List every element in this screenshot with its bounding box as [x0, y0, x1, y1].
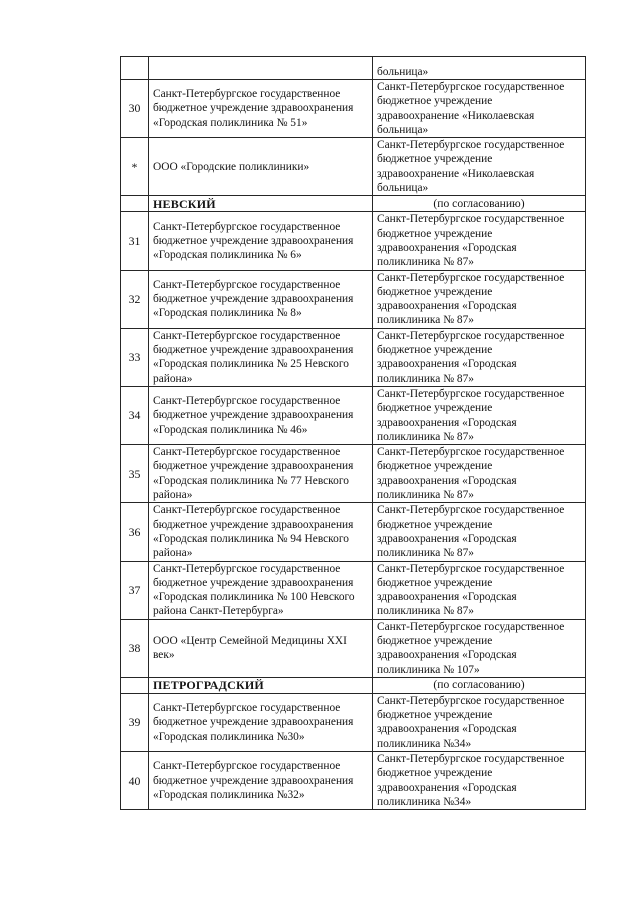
table-row	[121, 138, 586, 196]
hospital-line: бюджетное учреждение	[377, 153, 493, 166]
organization-line: «Городская поликлиника № 94 Невского	[153, 532, 349, 545]
hospital-line: бюджетное учреждение	[377, 402, 493, 415]
row-number: 34	[121, 386, 149, 444]
hospital-cell	[373, 752, 586, 810]
hospital-line: поликлиника № 87»	[377, 489, 474, 502]
organization-line: бюджетное учреждение здравоохранения	[153, 716, 354, 729]
row-number-cell	[121, 57, 149, 80]
row-number: 33	[121, 328, 149, 386]
row-number-cell	[121, 677, 149, 693]
hospital-cell	[373, 503, 586, 561]
row-number: 38	[121, 619, 149, 677]
organization-cell	[149, 270, 373, 328]
hospital-line: больница»	[377, 65, 429, 78]
hospital-line: поликлиника № 87»	[377, 372, 474, 385]
table-row	[121, 752, 586, 810]
table-row	[121, 328, 586, 386]
organization-line: района»	[153, 489, 193, 502]
organization-line: Санкт-Петербургское государственное	[153, 702, 341, 715]
hospital-cell	[373, 212, 586, 270]
organization-line: «Городская поликлиника № 100 Невского	[153, 591, 355, 604]
organization-cell	[149, 212, 373, 270]
hospital-line: поликлиника №34»	[377, 737, 472, 750]
row-number: *	[121, 138, 149, 196]
row-number: 37	[121, 561, 149, 619]
organization-line: «Городская поликлиника № 77 Невского	[153, 474, 349, 487]
hospital-line: поликлиника № 107»	[377, 663, 480, 676]
hospital-line: бюджетное учреждение	[377, 518, 493, 531]
hospital-line: Санкт-Петербургское государственное	[377, 694, 565, 707]
table-row	[121, 445, 586, 503]
hospital-cell	[373, 693, 586, 751]
table-row	[121, 693, 586, 751]
organization-line: Санкт-Петербургское государственное	[153, 446, 341, 459]
hospital-line: здравоохранение «Николаевская	[377, 109, 535, 122]
table-row	[121, 561, 586, 619]
table-row	[121, 212, 586, 270]
hospital-line: поликлиника № 87»	[377, 430, 474, 443]
organization-line: бюджетное учреждение здравоохранения	[153, 409, 354, 422]
hospital-line: Санкт-Петербургское государственное	[377, 387, 565, 400]
organization-line: Санкт-Петербургское государственное	[153, 504, 341, 517]
hospital-line: здравоохранения «Городская	[377, 241, 517, 254]
row-number: 36	[121, 503, 149, 561]
hospital-line: бюджетное учреждение	[377, 344, 493, 357]
organization-line: век»	[153, 649, 175, 662]
organization-line: Санкт-Петербургское государственное	[153, 562, 341, 575]
organization-cell	[149, 619, 373, 677]
organization-line: бюджетное учреждение здравоохранения	[153, 576, 354, 589]
organization-cell	[149, 80, 373, 138]
hospital-line: больница»	[377, 123, 429, 136]
organization-line: бюджетное учреждение здравоохранения	[153, 344, 354, 357]
organization-cell	[149, 752, 373, 810]
table-row	[121, 80, 586, 138]
organization-line: бюджетное учреждение здравоохранения	[153, 293, 354, 305]
row-number: 30	[121, 80, 149, 138]
hospital-cell	[373, 619, 586, 677]
hospital-line: бюджетное учреждение	[377, 227, 493, 240]
hospital-line: Санкт-Петербургское государственное	[377, 81, 565, 93]
hospital-line: здравоохранения «Городская	[377, 649, 517, 662]
hospital-line: бюджетное учреждение	[377, 709, 493, 722]
organization-cell	[149, 561, 373, 619]
organization-line: Санкт-Петербургское государственное	[153, 88, 341, 101]
hospital-line: Санкт-Петербургское государственное	[377, 753, 565, 766]
hospital-line: здравоохранения «Городская	[377, 358, 517, 371]
organization-line: ООО «Центр Семейной Медицины XXI	[153, 634, 347, 647]
row-number: 31	[121, 212, 149, 270]
district-note: (по согласованию)	[373, 677, 586, 693]
hospital-cell	[373, 270, 586, 328]
organization-line: бюджетное учреждение здравоохранения	[153, 774, 354, 787]
hospital-line: поликлиника № 87»	[377, 256, 474, 269]
hospital-line: бюджетное учреждение	[377, 460, 493, 473]
organization-line: «Городская поликлиника № 46»	[153, 423, 308, 436]
hospital-line: Санкт-Петербургское государственное	[377, 446, 565, 459]
organization-line: «Городская поликлиника № 25 Невского	[153, 358, 349, 371]
row-number: 32	[121, 270, 149, 328]
district-name: ПЕТРОГРАДСКИЙ	[149, 677, 373, 693]
hospital-line: поликлиника № 87»	[377, 314, 474, 327]
organization-line: «Городская поликлиника №32»	[153, 788, 305, 801]
hospital-cell	[373, 80, 586, 138]
organization-line: бюджетное учреждение здравоохранения	[153, 234, 354, 247]
table-row	[121, 270, 586, 328]
organization-cell	[149, 503, 373, 561]
hospital-line: Санкт-Петербургское государственное	[377, 562, 565, 575]
hospital-line: Санкт-Петербургское государственное	[377, 139, 565, 152]
organization-line: «Городская поликлиника № 51»	[153, 116, 308, 129]
hospital-line: здравоохранения «Городская	[377, 591, 517, 604]
hospital-line: поликлиника № 87»	[377, 547, 474, 560]
organization-cell	[149, 693, 373, 751]
hospital-line: бюджетное учреждение	[377, 285, 493, 298]
organization-line: Санкт-Петербургское государственное	[153, 395, 341, 408]
organization-line: Санкт-Петербургское государственное	[153, 278, 341, 291]
organization-cell	[149, 445, 373, 503]
organization-line: бюджетное учреждение здравоохранения	[153, 518, 354, 531]
organization-cell	[149, 138, 373, 196]
row-number: 39	[121, 693, 149, 751]
organization-line: «Городская поликлиника № 8»	[153, 307, 302, 320]
organization-line: «Городская поликлиника № 6»	[153, 249, 302, 262]
hospital-line: здравоохранения «Городская	[377, 723, 517, 736]
hospital-line: здравоохранения «Городская	[377, 416, 517, 429]
table-row	[121, 619, 586, 677]
hospital-line: бюджетное учреждение	[377, 767, 493, 780]
polyclinic-assignment-table	[120, 56, 586, 810]
hospital-line: здравоохранения «Городская	[377, 532, 517, 545]
hospital-line: Санкт-Петербургское государственное	[377, 271, 565, 284]
row-number: 40	[121, 752, 149, 810]
hospital-line: здравоохранения «Городская	[377, 474, 517, 487]
hospital-line: Санкт-Петербургское государственное	[377, 620, 565, 633]
hospital-cell	[373, 138, 586, 196]
hospital-line: бюджетное учреждение	[377, 95, 493, 108]
row-number: 35	[121, 445, 149, 503]
organization-line: бюджетное учреждение здравоохранения	[153, 460, 354, 473]
organization-line: района»	[153, 372, 193, 385]
hospital-line: поликлиника № 87»	[377, 605, 474, 618]
hospital-line: здравоохранение «Николаевская	[377, 167, 535, 180]
table-row	[121, 503, 586, 561]
table-row	[121, 386, 586, 444]
organization-line: района Санкт-Петербурга»	[153, 605, 284, 618]
hospital-line: здравоохранения «Городская	[377, 781, 517, 794]
district-note: (по согласованию)	[373, 196, 586, 212]
hospital-cell	[373, 328, 586, 386]
hospital-line: Санкт-Петербургское государственное	[377, 213, 565, 226]
organization-cell	[149, 386, 373, 444]
section-header-row	[121, 196, 586, 212]
organization-line: Санкт-Петербургское государственное	[153, 220, 341, 233]
organization-line: «Городская поликлиника №30»	[153, 730, 305, 743]
organization-cell	[149, 328, 373, 386]
organization-line: района»	[153, 547, 193, 560]
hospital-cell	[373, 561, 586, 619]
hospital-line: Санкт-Петербургское государственное	[377, 504, 565, 517]
table-row	[121, 57, 586, 80]
hospital-line: поликлиника №34»	[377, 795, 472, 808]
organization-line: ООО «Городские поликлиники»	[153, 160, 310, 173]
hospital-cell	[373, 57, 586, 80]
section-header-row	[121, 677, 586, 693]
hospital-line: больница»	[377, 182, 429, 195]
organization-line: бюджетное учреждение здравоохранения	[153, 102, 354, 115]
hospital-cell	[373, 386, 586, 444]
organization-line: Санкт-Петербургское государственное	[153, 329, 341, 342]
district-name: НЕВСКИЙ	[149, 196, 373, 212]
organization-line: Санкт-Петербургское государственное	[153, 760, 341, 773]
hospital-line: здравоохранения «Городская	[377, 300, 517, 313]
hospital-cell	[373, 445, 586, 503]
hospital-line: бюджетное учреждение	[377, 634, 493, 647]
organization-cell	[149, 57, 373, 80]
hospital-line: бюджетное учреждение	[377, 576, 493, 589]
hospital-line: Санкт-Петербургское государственное	[377, 329, 565, 342]
row-number-cell	[121, 196, 149, 212]
